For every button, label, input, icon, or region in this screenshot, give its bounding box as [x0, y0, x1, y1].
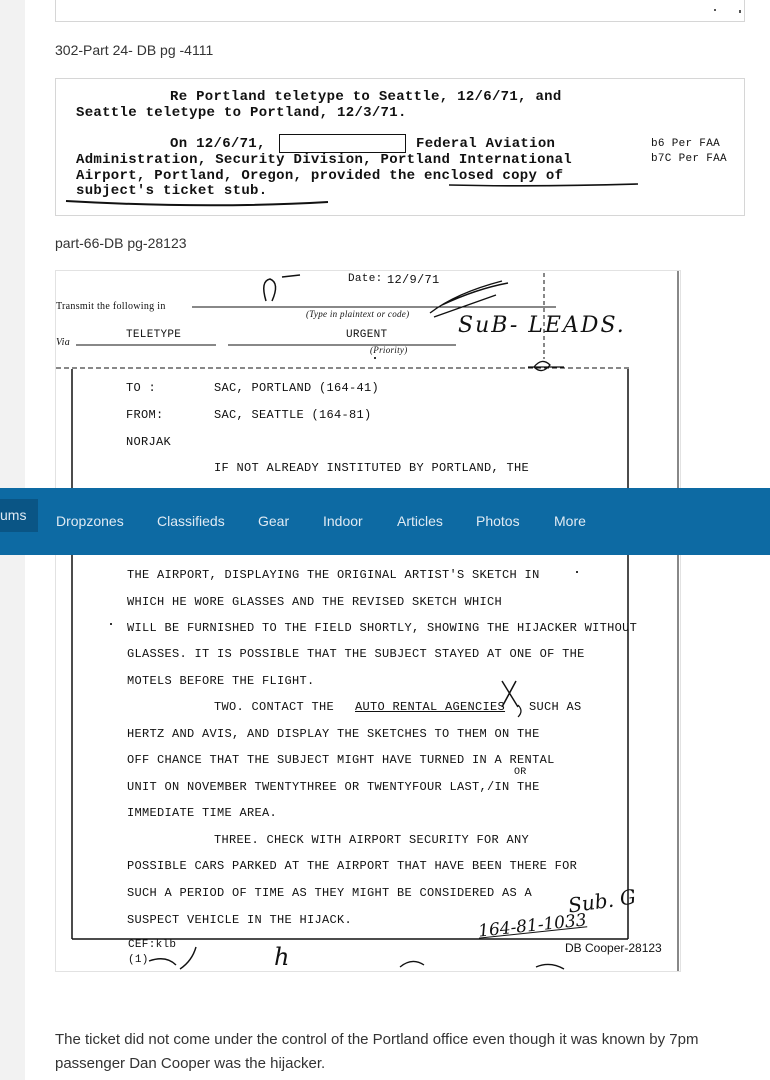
- doc2-date-label: Date:: [348, 273, 383, 285]
- nav-item-photos[interactable]: Photos: [476, 513, 520, 529]
- doc2-to-value: SAC, PORTLAND (164-41): [214, 381, 380, 395]
- doc1-line2: Seattle teletype to Portland, 12/3/71.: [76, 105, 407, 121]
- doc2-or-insertion: OR: [514, 767, 527, 778]
- doc2-via-label: Via: [56, 337, 71, 348]
- doc2-footer-count: (1): [128, 954, 149, 966]
- caption-first-document: 302-Part 24- DB pg -4111: [55, 42, 214, 58]
- doc2-transmit-label: Transmit the following in: [56, 301, 166, 312]
- site-navbar: [0, 488, 770, 555]
- doc2-handwritten-sub-leads: SuB- LEADS.: [458, 313, 626, 338]
- doc2-body-line: POSSIBLE CARS PARKED AT THE AIRPORT THAT HAVE BEEN THERE FOR: [127, 859, 578, 873]
- doc2-footer-initials: CEF:klb: [128, 939, 177, 951]
- doc2-auto-rental-underlined: AUTO RENTAL AGENCIES: [355, 700, 506, 714]
- doc2-watermark: DB Cooper-28123: [565, 941, 662, 955]
- doc1-line4: Administration, Security Division, Portland International: [76, 152, 572, 168]
- doc2-type-caption: (Type in plaintext or code): [306, 309, 410, 319]
- doc2-body-line: HERTZ AND AVIS, AND DISPLAY THE SKETCHES TO THEM ON THE: [127, 727, 540, 741]
- nav-item-more[interactable]: More: [554, 513, 586, 529]
- doc2-body-line: MOTELS BEFORE THE FLIGHT.: [127, 674, 315, 688]
- doc2-body-line: IF NOT ALREADY INSTITUTED BY PORTLAND, THE: [214, 461, 530, 475]
- doc2-date-value: 12/9/71: [387, 273, 440, 287]
- doc1-exemption-b6: b6 Per FAA: [651, 138, 721, 150]
- previous-document-image: [55, 0, 745, 22]
- caption-second-document: part-66-DB pg-28123: [55, 235, 187, 251]
- nav-item-label: ums: [0, 507, 27, 523]
- doc2-handwritten-sub-g: Sub. G: [566, 884, 638, 918]
- doc2-body-line: WILL BE FURNISHED TO THE FIELD SHORTLY, SHOWING THE HIJACKER WITHOUT: [127, 621, 638, 635]
- doc1-line5: Airport, Portland, Oregon, provided the enclosed copy of: [76, 168, 564, 184]
- doc1-line3b: Federal Aviation: [416, 136, 556, 152]
- doc2-body-line: THREE. CHECK WITH AIRPORT SECURITY FOR ANY: [214, 833, 530, 847]
- doc2-body-line: OFF CHANCE THAT THE SUBJECT MIGHT HAVE TURNED IN A RENTAL: [127, 753, 555, 767]
- doc2-priority-caption: (Priority): [370, 345, 408, 355]
- doc2-body-line: TWO. CONTACT THE: [214, 700, 335, 714]
- doc2-body-line: THE AIRPORT, DISPLAYING THE ORIGINAL ARTIST'S SKETCH IN: [127, 568, 540, 582]
- doc1-exemption-b7c: b7C Per FAA: [651, 153, 727, 165]
- doc2-body-line: GLASSES. IT IS POSSIBLE THAT THE SUBJECT STAYED AT ONE OF THE: [127, 647, 585, 661]
- doc2-body-line: WHICH HE WORE GLASSES AND THE REVISED SKETCH WHICH: [127, 595, 503, 609]
- nav-item-gear[interactable]: Gear: [258, 513, 290, 529]
- doc2-via-value: TELETYPE: [126, 329, 182, 341]
- article-paragraph: The ticket did not come under the control of the Portland office even though it was known by 7pm passenger Dan Cooper was the hijacker.: [55, 1031, 699, 1072]
- doc2-norjak: NORJAK: [126, 435, 172, 449]
- doc2-handwritten-h: h: [274, 943, 290, 971]
- doc2-to-label: TO :: [126, 381, 157, 395]
- nav-item-classifieds[interactable]: Classifieds: [157, 513, 225, 529]
- document-image-4111: [55, 78, 745, 216]
- doc2-body-line: SUSPECT VEHICLE IN THE HIJACK.: [127, 913, 353, 927]
- doc2-from-label: FROM:: [126, 408, 164, 422]
- document-image-28123: [55, 270, 681, 972]
- doc2-from-value: SAC, SEATTLE (164-81): [214, 408, 372, 422]
- doc2-body-line: SUCH AS: [529, 700, 582, 714]
- doc1-line1: Re Portland teletype to Seattle, 12/6/71, and: [170, 89, 562, 105]
- doc2-form-lines-and-marks: [56, 271, 680, 971]
- doc2-priority-value: URGENT: [346, 329, 388, 341]
- doc2-body-line: UNIT ON NOVEMBER TWENTYTHREE OR TWENTYFOUR LAST,/IN THE: [127, 780, 540, 794]
- nav-item-articles[interactable]: Articles: [397, 513, 443, 529]
- doc1-line6: subject's ticket stub.: [76, 183, 268, 199]
- nav-item-indoor[interactable]: Indoor: [323, 513, 363, 529]
- doc1-underline-marks: [56, 79, 744, 215]
- doc1-line3a: On 12/6/71,: [170, 136, 266, 152]
- doc2-body-line: SUCH A PERIOD OF TIME AS THEY MIGHT BE CONSIDERED AS A: [127, 886, 533, 900]
- doc2-body-line: IMMEDIATE TIME AREA.: [127, 806, 278, 820]
- doc2-handwritten-file-number: 164-81-1033: [477, 910, 588, 942]
- nav-item-forums[interactable]: [0, 499, 38, 532]
- nav-item-dropzones[interactable]: Dropzones: [56, 513, 124, 529]
